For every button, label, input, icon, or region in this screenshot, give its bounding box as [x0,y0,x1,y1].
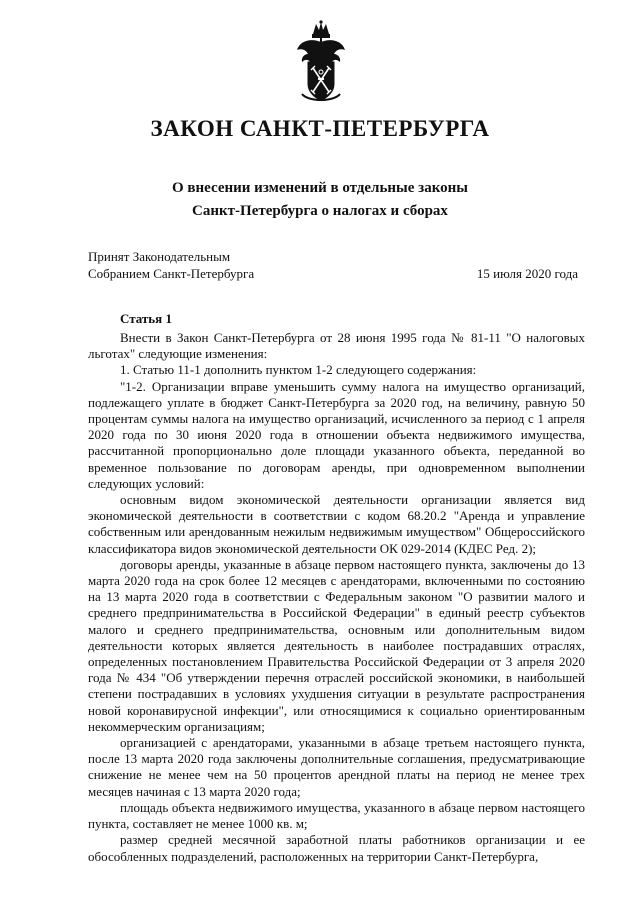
article-body [88,330,585,865]
paragraph: основным видом экономической деятельности организации является вид экономической деятельности в соответствии с кодом 68.20.2 "Аренда и управление собственным или арендованным нежилым недвижимым имуществом" Общероссийского классификатора видов экономической деятельности ОК 029-2014 (КДЕС Ред. 2); [88,492,585,556]
law-subtitle-line-1: О внесении изменений в отдельные законы [172,180,468,196]
adoption-date: 15 июля 2020 года [476,266,578,281]
paragraph: договоры аренды, указанные в абзаце первом настоящего пункта, заключены до 13 марта 2020 года на срок более 12 месяцев с арендаторами, включенными по состоянию на 13 марта 2020 года в соответствии с Федеральным законом "О развитии малого и среднего предпринимательства в Российской Федерации" в единый реестр субъектов малого и среднего предпринимательства, основным или дополнительным видом деятельности которых является деятельность в наиболее пострадавших отраслях, определенных постановлением Правительства Российской Федерации от 3 апреля 2020 года № 434 "Об утверждении перечня отраслей российской экономики, в наибольшей степени пострадавших в условиях ухудшения ситуации в результате распространения новой коронавирусной инфекции", или относящимися к социально ориентированным некоммерческим организациям; [88,556,585,734]
law-subtitle-line-2: Санкт-Петербурга о налогах и сборах [192,203,448,219]
paragraph: 1. Статью 11-1 дополнить пунктом 1-2 следующего содержания: [120,362,477,378]
paragraph: размер средней месячной заработной платы работников организации и ее обособленных подразделений, расположенных на территории Санкт-Петербурга, [88,832,585,864]
paragraph: организацией с арендаторами, указанными в абзаце третьем настоящего пункта, после 13 марта 2020 года заключены дополнительные соглашения, предусматривающие снижение не менее чем на 50 процентов арендной платы на период не менее трех месяцев начиная с 13 марта 2020 года; [88,735,585,799]
paragraph: площадь объекта недвижимого имущества, указанного в абзаце первом настоящего пункта, составляет не менее 1000 кв. м; [88,799,585,832]
paragraph: Внести в Закон Санкт-Петербурга от 28 июня 1995 года № 81-11 "О налоговых льготах" следующие изменения: [88,330,585,362]
law-title: ЗАКОН САНКТ-ПЕТЕРБУРГА [150,116,490,141]
adoption-line-2: Собранием Санкт-Петербурга [88,266,255,281]
article-heading: Статья 1 [120,311,172,326]
paragraph: "1-2. Организации вправе уменьшить сумму налога на имущество организаций, подлежащего уплате в бюджет Санкт-Петербурга за 2020 год, на величину, равную 50 процентам суммы налога на имущество организаций, исчисленного за период с 1 апреля 2020 года по 30 июня 2020 года в отношении объекта недвижимого имущества, рассчитанной пропорционально доле площади указанного объекта, переданной во временное пользование по договорам аренды, при одновременном выполнении следующих условий: [88,378,585,491]
spb-coat-of-arms-icon [294,20,348,104]
adoption-line-1: Принят Законодательным [88,249,231,264]
